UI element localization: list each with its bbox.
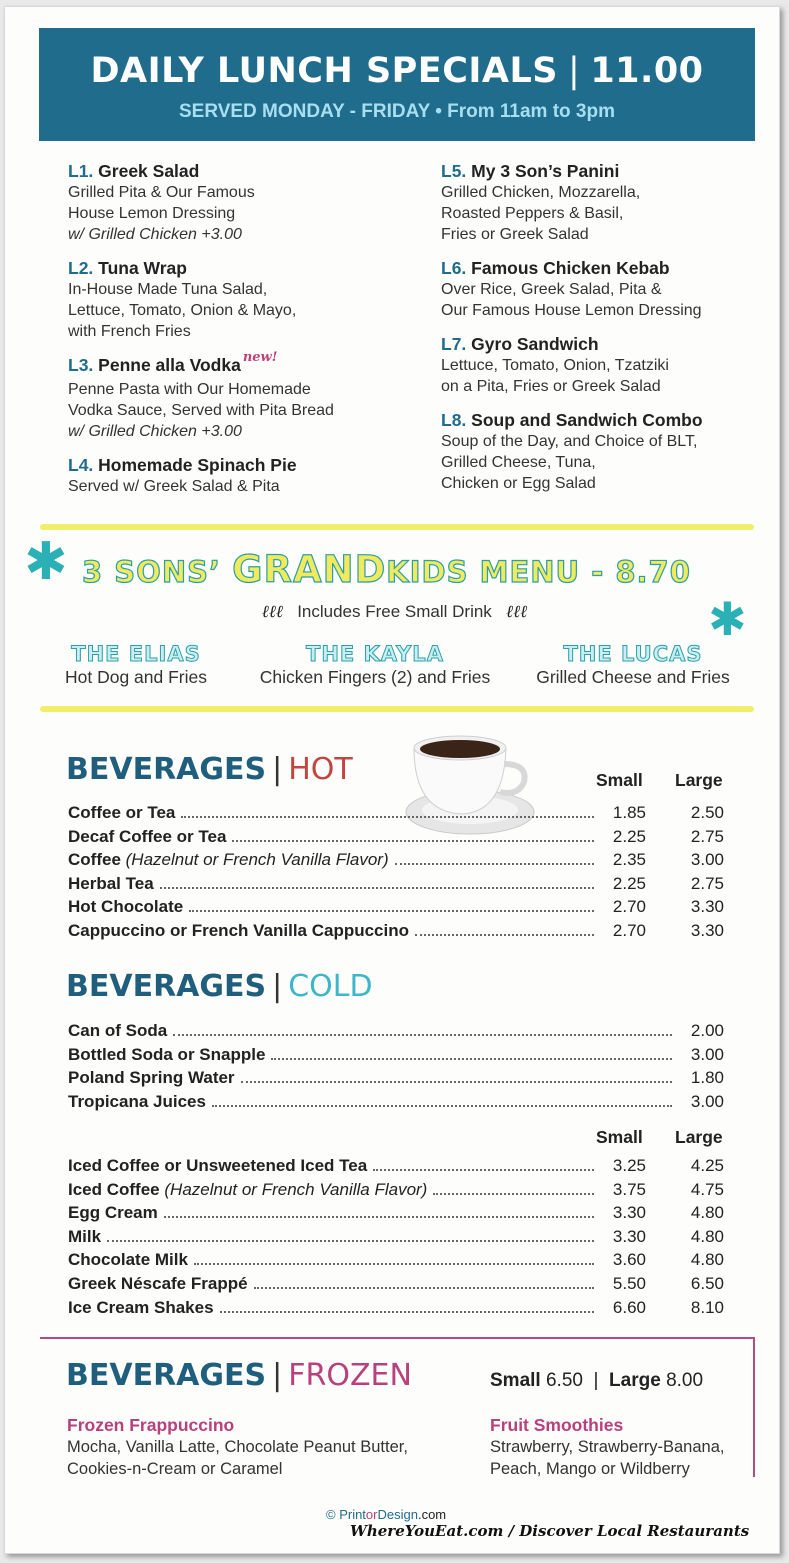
col-large-header: Large [675,1127,723,1147]
beverage-row: Coffee or Tea 1.85 2.50 [68,803,724,822]
col-small-header: Small [596,1127,643,1147]
frozen-prices: Small 6.50 | Large 8.00 [490,1370,704,1391]
kids-menu-title: 3 SONS’ GRANDKIDS MENU - 8.70 [82,548,691,591]
beverage-row: Hot Chocolate 2.70 3.30 [68,897,724,917]
lunch-item: L5. My 3 Son’s Panini Grilled Chicken, Mozzarella, Roasted Peppers & Basil, Fries or Greek Salad [441,161,641,243]
lunch-item: L8. Soup and Sandwich Combo Soup of the Day, and Choice of BLT, Grilled Cheese, Tuna, Chicken or Egg Salad [441,410,703,492]
lunch-item: L3. Penne alla Vodka $^{new!}$ Penne Pasta with Our Homemade Vodka Sauce, Served with Pita Bread w/ Grilled Chicken +3.00 [68,350,334,440]
col-small-header: Small [596,770,643,790]
beverage-row: Coffee (Hazelnut or French Vanilla Flavor) 2.35 3.00 [68,850,724,870]
new-tag: new! [242,350,278,365]
beverage-row: Iced Coffee (Hazelnut or French Vanilla Flavor) 3.75 4.75 [68,1179,724,1199]
beverage-row: Decaf Coffee or Tea 2.25 2.75 [68,826,724,846]
kids-drink-note: ℓℓℓ Includes Free Small Drink ℓℓℓ [261,602,528,622]
kids-item: THE ELIAS Hot Dog and Fries [64,642,207,687]
asterisk-icon: ✱ [708,592,747,646]
frozen-item: Fruit Smoothies Strawberry, Strawberry-Banana, Peach, Mango or Wildberry [490,1415,725,1478]
beverage-row: Greek Néscafe Frappé 5.50 6.50 [68,1273,724,1293]
lunch-item: L4. Homemade Spinach Pie Served w/ Greek Salad & Pita [68,455,297,495]
swirl-icon: ℓℓℓ [505,602,528,622]
lunch-price: 11.00 [590,51,704,91]
lunch-item: L6. Famous Chicken Kebab Over Rice, Greek Salad, Pita & Our Famous House Lemon Dressing [441,258,702,319]
beverage-row: Milk 3.30 4.80 [68,1226,724,1246]
beverage-row: Egg Cream 3.30 4.80 [68,1203,724,1223]
beverage-row: Bottled Soda or Snapple 3.00 [68,1044,724,1064]
cold-beverage-list [68,1156,724,1321]
hot-beverages-heading: BEVERAGES | HOT [66,752,353,787]
yellow-divider [40,706,754,712]
beverage-row: Cappuccino or French Vanilla Cappuccino 2.70 3.30 [68,920,724,940]
cold-beverages-heading: BEVERAGES | COLD [66,969,373,1004]
lunch-column-right [441,160,761,506]
swirl-icon: ℓℓℓ [261,602,284,622]
beverage-row: Tropicana Juices 3.00 [68,1091,724,1111]
lunch-header [39,28,755,141]
beverage-row: Poland Spring Water 1.80 [68,1068,724,1088]
hot-beverage-list [68,803,724,945]
lunch-item: L1. Greek Salad Grilled Pita & Our Famous House Lemon Dressing w/ Grilled Chicken +3.00 [68,161,255,243]
lunch-column-left [68,160,398,509]
beverage-row: Herbal Tea 2.25 2.75 [68,873,724,893]
beverage-row: Chocolate Milk 3.60 4.80 [68,1250,724,1270]
yellow-divider [40,524,754,530]
lunch-item: L7. Gyro Sandwich Lettuce, Tomato, Onion, Tzatziki on a Pita, Fries or Greek Salad [441,334,669,395]
footer-watermark: WhereYouEat.com / Discover Local Restaurants [350,1522,750,1540]
kids-item: THE KAYLA Chicken Fingers (2) and Fries [259,642,491,687]
beverage-row: Iced Coffee or Unsweetened Iced Tea 3.25 4.25 [68,1156,724,1175]
beverage-row: Ice Cream Shakes 6.60 8.10 [68,1297,724,1317]
frozen-item: Frozen Frappuccino Mocha, Vanilla Latte, Chocolate Peanut Butter, Cookies-n-Cream or Caramel [67,1415,408,1478]
printer-credit: © PrintorDesign.com [326,1507,447,1522]
kids-item: THE LUCAS Grilled Cheese and Fries [536,642,730,687]
asterisk-icon: ✱ [24,532,68,592]
col-large-header: Large [675,770,723,790]
frozen-beverages-heading: BEVERAGES | FROZEN [66,1358,412,1393]
lunch-title: DAILY LUNCH SPECIALS | 11.00 [90,51,704,91]
lunch-item: L2. Tuna Wrap In-House Made Tuna Salad, Lettuce, Tomato, Onion & Mayo, with French Fries [68,258,297,340]
beverage-row: Can of Soda 2.00 [68,1021,724,1040]
cold-single-price-list [68,1021,724,1115]
lunch-subtitle: SERVED MONDAY - FRIDAY • From 11am to 3pm [178,101,616,122]
